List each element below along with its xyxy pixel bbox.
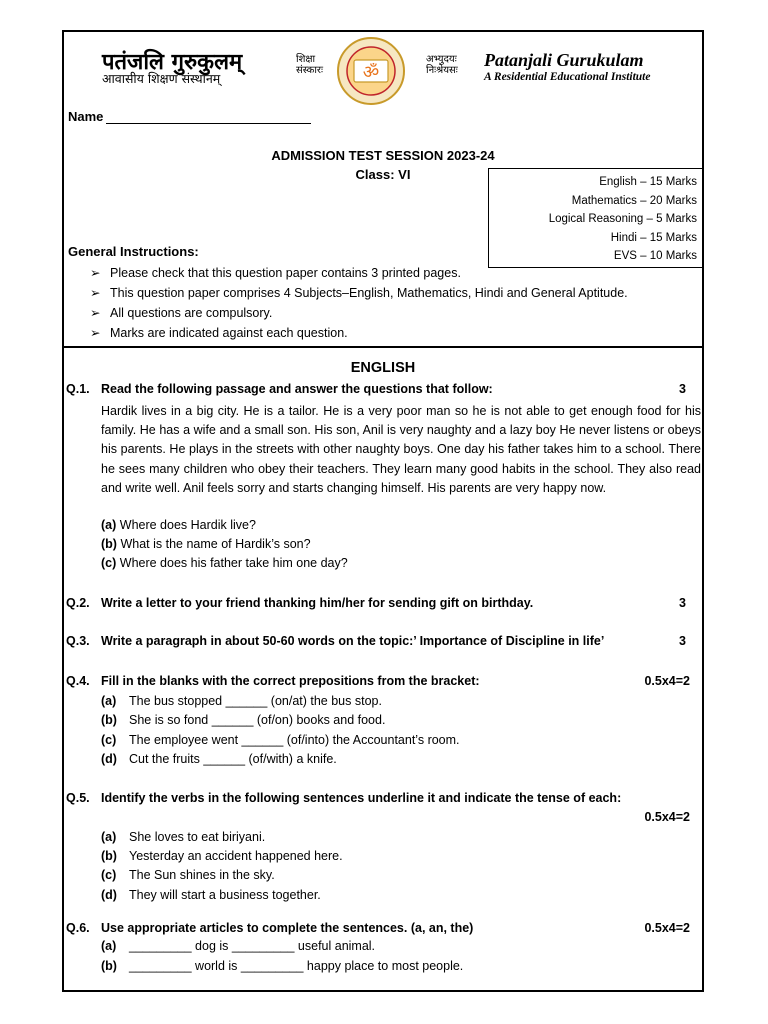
marks-hindi: Hindi – 15 Marks [610, 231, 697, 244]
question-number: Q.3. [66, 634, 90, 648]
motto-left: शिक्षा संस्कारः [296, 54, 324, 76]
question-number: Q.2. [66, 596, 90, 610]
question-number: Q.1. [66, 382, 90, 396]
hindi-institute-subtitle: आवासीय शिक्षण संस्थानम् [102, 71, 221, 86]
sub-question: (a) _________ dog is _________ useful animal. [101, 939, 376, 953]
name-label: Name [68, 109, 104, 124]
question-number: Q.4. [66, 674, 90, 688]
sub-question: (c) The Sun shines in the sky. [101, 868, 275, 882]
sub-question: (b) What is the name of Hardik’s son? [101, 537, 311, 551]
name-blank-line[interactable] [106, 113, 311, 124]
sub-question: (c) Where does his father take him one day? [101, 556, 348, 570]
hindi-institute-title: पतंजलि गुरुकुलम् [102, 49, 243, 75]
gurukulam-logo-icon [336, 36, 406, 106]
sub-question: (b) _________ world is _________ happy place to most people. [101, 959, 464, 973]
question-text: Identify the verbs in the following sentences underline it and indicate the tense of each: [101, 791, 622, 805]
question-marks: 3 [679, 596, 686, 610]
section-title-english: ENGLISH [350, 360, 416, 376]
sub-question: (b) Yesterday an accident happened here. [101, 849, 343, 863]
instruction-item: ➢ Marks are indicated against each question. [90, 326, 348, 340]
question-text: Write a letter to your friend thanking him/her for sending gift on birthday. [101, 596, 534, 610]
arrow-bullet-icon: ➢ [90, 326, 101, 340]
question-marks: 0.5x4=2 [644, 674, 690, 688]
sub-question: (a) She loves to eat biriyani. [101, 830, 266, 844]
class-label: Class: VI [355, 167, 411, 182]
sub-question: (c) The employee went ______ (of/into) the Accountant’s room. [101, 733, 460, 747]
question-marks: 3 [679, 382, 686, 396]
marks-evs: EVS – 10 Marks [613, 250, 697, 262]
instruction-item: ➢ This question paper comprises 4 Subjects–English, Mathematics, Hindi and General Aptitude. [90, 286, 628, 300]
test-title: ADMISSION TEST SESSION 2023-24 [271, 148, 495, 163]
question-number: Q.6. [66, 921, 90, 935]
sub-question: (d) Cut the fruits ______ (of/with) a knife. [101, 752, 337, 766]
arrow-bullet-icon: ➢ [90, 266, 101, 280]
reading-passage: Hardik lives in a big city. He is a tailor. He is a very poor man so he is not able to get enough food for his family. He has a wife and a small son. His son, Anil is very naughty and a lazy boy He never listens or obeys his parents. He plays in the streets with other naughty boys. One day his father takes him to a school. There he sees many children who obey their teachers. They learn many good habits in the school. They also read and write well. Anil feels sorry and starts changing himself. His parents are very happy now. [101, 404, 701, 495]
instruction-item: ➢ Please check that this question paper contains 3 printed pages. [90, 266, 461, 280]
question-marks: 0.5x4=2 [644, 921, 690, 935]
question-text: Read the following passage and answer the questions that follow: [101, 382, 493, 396]
question-marks: 0.5x4=2 [644, 810, 690, 824]
question-marks: 3 [679, 634, 686, 648]
sub-question: (b) She is so fond ______ (of/on) books and food. [101, 713, 386, 727]
question-text: Use appropriate articles to complete the sentences. (a, an, the) [101, 921, 474, 935]
arrow-bullet-icon: ➢ [90, 286, 101, 300]
sub-question: (a) Where does Hardik live? [101, 518, 256, 532]
sub-question: (d) They will start a business together. [101, 888, 321, 902]
marks-english: English – 15 Marks [599, 176, 697, 188]
sub-question: (a) The bus stopped ______ (on/at) the bus stop. [101, 694, 382, 708]
motto-right: अभ्युदयः निःश्रेयसः [426, 54, 458, 76]
paper-header [64, 32, 702, 348]
marks-distribution-box [488, 168, 704, 268]
marks-logical-reasoning: Logical Reasoning – 5 Marks [548, 213, 697, 225]
name-field[interactable] [68, 109, 311, 124]
english-institute-subtitle: A Residential Educational Institute [484, 71, 651, 83]
arrow-bullet-icon: ➢ [90, 306, 101, 320]
question-number: Q.5. [66, 791, 90, 805]
instructions-title: General Instructions: [68, 244, 199, 259]
question-text: Fill in the blanks with the correct prepositions from the bracket: [101, 674, 480, 688]
om-symbol: ॐ [362, 62, 380, 83]
question-text: Write a paragraph in about 50-60 words on the topic:’ Importance of Discipline in life’ [101, 634, 605, 648]
english-institute-title: Patanjali Gurukulam [484, 50, 644, 70]
question-paper [62, 30, 704, 992]
instruction-item: ➢ All questions are compulsory. [90, 306, 273, 320]
marks-mathematics: Mathematics – 20 Marks [571, 194, 697, 207]
